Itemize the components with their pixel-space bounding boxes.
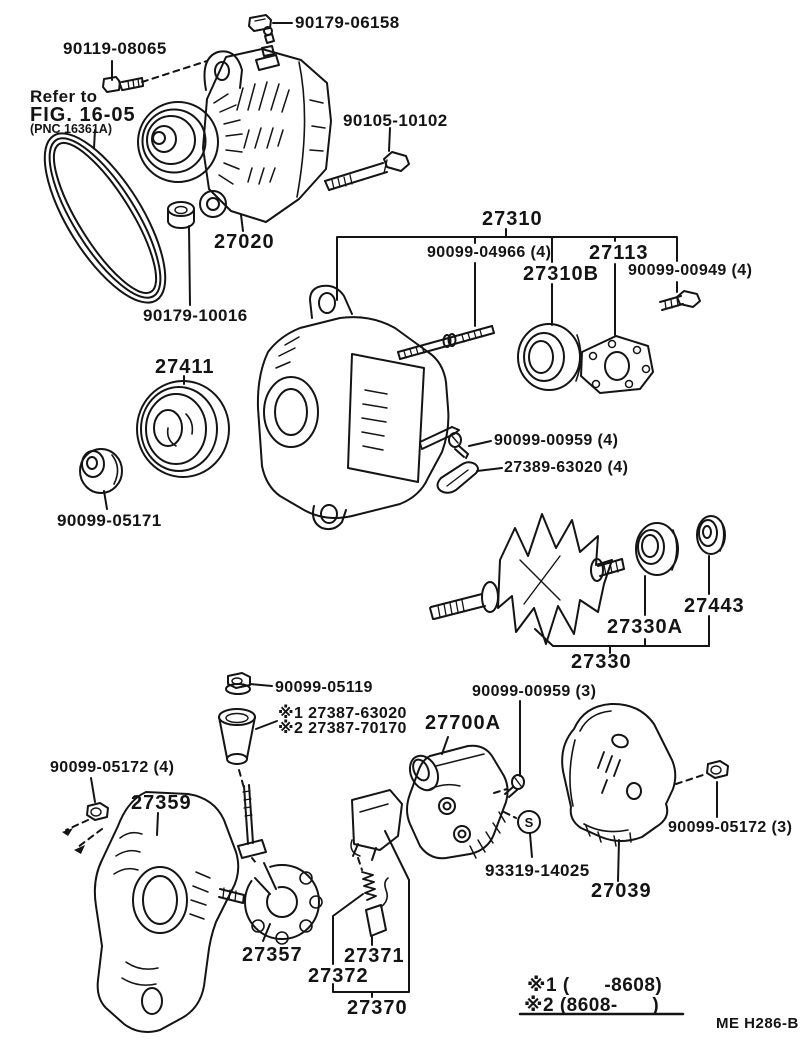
arrowheads xyxy=(62,828,85,854)
label-90099-05171: 90099-05171 xyxy=(57,511,162,530)
nut-90179-06158 xyxy=(249,15,271,31)
nut-90099-05119 xyxy=(226,673,250,694)
label-27411: 27411 xyxy=(155,356,215,378)
label-27387-63020: ※1 27387-63020 xyxy=(278,705,407,722)
insulator-27387 xyxy=(219,709,255,764)
ref-note-line1: Refer to xyxy=(30,87,98,106)
rear-end-frame-27359 xyxy=(95,792,244,1032)
label-27020: 27020 xyxy=(214,231,275,253)
ref-note-line3: (PNC 16361A) xyxy=(30,122,112,136)
label-90179-10016: 90179-10016 xyxy=(143,306,248,325)
screw-90099-00959-4 xyxy=(449,433,468,458)
legend-row-2: ※2 (8608- ) xyxy=(524,995,660,1016)
label-90099-00959-3: 90099-00959 (3) xyxy=(472,683,597,700)
label-90099-00949: 90099-00949 (4) xyxy=(628,262,753,279)
pulley-27411 xyxy=(137,381,229,477)
label-90105-10102: 90105-10102 xyxy=(343,111,448,130)
stud-bolt-90099-04966 xyxy=(398,326,494,359)
label-27370: 27370 xyxy=(347,997,408,1019)
label-27113: 27113 xyxy=(589,242,649,264)
label-93319-14025: 93319-14025 xyxy=(485,861,590,880)
seal-27443 xyxy=(697,516,725,554)
legend-row-1: ※1 ( -8608) xyxy=(527,975,663,996)
label-90099-05119: 90099-05119 xyxy=(275,679,373,696)
label-27330: 27330 xyxy=(571,651,632,673)
label-90099-04966: 90099-04966 (4) xyxy=(427,244,552,261)
bearing-27330A xyxy=(636,523,678,575)
bolt-90119-08065 xyxy=(103,77,143,92)
nut-90099-05172-4 xyxy=(87,803,108,820)
ref-note-line2: FIG. 16-05 xyxy=(30,104,136,126)
label-27389-63020: 27389-63020 (4) xyxy=(504,459,629,476)
label-90119-08065: 90119-08065 xyxy=(63,39,167,58)
label-27039: 27039 xyxy=(591,880,652,902)
drive-end-frame-27310 xyxy=(258,286,459,529)
label-90099-05172-4: 90099-05172 (4) xyxy=(50,759,175,776)
label-27359: 27359 xyxy=(131,792,192,814)
bearing-27310B xyxy=(518,324,581,390)
bolt-90099-00949 xyxy=(660,291,700,310)
brush-spring-27371 xyxy=(362,872,388,936)
label-90099-00959-4: 90099-00959 (4) xyxy=(494,432,619,449)
rotor-27330 xyxy=(430,514,624,644)
regulator-27700A xyxy=(405,746,508,859)
label-27310: 27310 xyxy=(482,208,543,230)
label-90179-06158: 90179-06158 xyxy=(295,13,400,32)
nut-90179-10016 xyxy=(168,202,194,228)
s-mark-letter: S xyxy=(524,815,534,830)
label-27443: 27443 xyxy=(684,595,745,617)
leader-lines xyxy=(91,23,717,1014)
label-27371: 27371 xyxy=(344,945,405,967)
drive-belt xyxy=(22,116,188,320)
alternator-assembly xyxy=(138,27,331,222)
collar-90099-05171 xyxy=(80,449,122,493)
clip-27389-63020 xyxy=(438,462,479,493)
label-27372: 27372 xyxy=(308,965,369,987)
nut-90099-05172-3 xyxy=(707,761,728,778)
label-27700A: 27700A xyxy=(425,712,502,734)
rear-cover-27039 xyxy=(562,704,675,846)
bolt-90105-10102 xyxy=(325,152,409,190)
label-27330A: 27330A xyxy=(607,616,684,638)
label-27357: 27357 xyxy=(242,944,303,966)
label-27387-70170: ※2 27387-70170 xyxy=(278,720,407,737)
retainer-plate-27113 xyxy=(581,336,653,393)
drawing-code: ME H286-B xyxy=(716,1015,799,1032)
label-90099-05172-3: 90099-05172 (3) xyxy=(668,819,793,836)
rectifier-27357 xyxy=(238,785,322,944)
label-27310B: 27310B xyxy=(523,263,600,285)
